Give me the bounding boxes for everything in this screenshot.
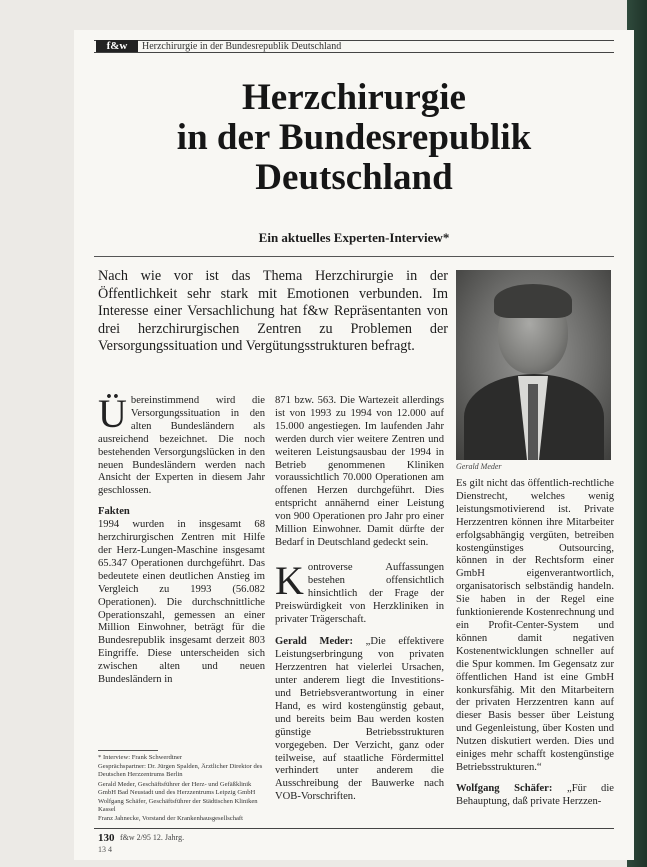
title-line: in der Bundesrepublik <box>176 117 532 158</box>
paragraph <box>456 783 614 809</box>
footnote: Gerald Meder, Geschäftsführer der Herz- und Gefäßklinik GmbH Bad Neustadt und des Herzzentrums Leipzig GmbH <box>98 780 256 796</box>
section-heading: Fakten <box>98 506 130 518</box>
footer-mark: 13 4 <box>98 845 112 854</box>
portrait-photo <box>456 270 611 460</box>
footnote: Wolfgang Schäfer, Geschäftsführer der Städtischen Kliniken Kassel <box>98 798 258 814</box>
photo-tie <box>528 384 538 460</box>
paragraph: 871 bzw. 563. Die Wartezeit allerdings ist von 1993 zu 1994 von 12.000 auf 15.000 angestiegen. Im laufenden Jahr werden durch vier weitere Zentren und weiteren Leistungsausbau der 1994 in Betrieb genommenen Kliniken voraussichtlich 70.000 Operationen am offenen Herzen durchgeführt. Dies entspricht annähernd einer Leistung von 900 Operationen pro Jahr pro einer Million Einwohner. Damit dürfte der Bedarf in Deutschland gedeckt sein. <box>275 395 444 548</box>
paragraph <box>275 557 444 627</box>
paragraph: 1994 wurden in insgesamt 68 herzchirurgischen Zentren mit Hilfe der Herz-Lungen-Maschine insgesamt 65.347 Operationen durchgeführt. Das bedeutete einen deutlichen Anstieg im Vergleich zu 1993 (56.082 Operationen). Die durchschnittliche Operationszahl, gemessen an einer Million Einwohner, beträgt für die Bundesrepublik insgesamt derzeit 803 Eingriffe. Diese unterscheiden sich zwischen alten und neuen Bundesländern in <box>98 519 265 686</box>
footnote: * Interview: Frank Schwerdtner <box>98 754 183 761</box>
header-rule-bottom <box>94 52 614 53</box>
text-column-3 <box>456 478 614 809</box>
magazine-issue: f&w 2/95 12. Jahrg. <box>120 833 185 842</box>
page-number: 130 <box>98 832 115 844</box>
paragraph <box>98 391 265 498</box>
running-head: Herzchirurgie in der Bundesrepublik Deutschland <box>142 41 342 52</box>
speaker-name: Wolfgang Schäfer: <box>456 782 553 794</box>
paragraph <box>275 636 444 804</box>
text-column-2 <box>275 395 444 804</box>
paragraph-text: „Die effektivere Leistungserbringung von privaten Herzzentren hat vielerlei Ursachen, unter anderem liegt die Investitions- und Betriebsverantwortung in einer Hand, es wird kostengünstig gebaut, und bereits beim Bau werden kosten günstige Betriebsstrukturen vorgegeben. Der Verzicht, ganz oder teilweise, auf staatliche Fördermittel verhindert unter anderem die Ausschreibung der Bauwerke nach VOB-Vorschriften. <box>275 636 445 803</box>
article-title <box>94 78 614 198</box>
speaker-name: Gerald Meder: <box>275 636 353 648</box>
photo-caption: Gerald Meder <box>456 462 502 471</box>
subtitle-rule <box>94 256 614 257</box>
footnote: Gesprächspartner: Dr. Jürgen Spalden, Ärztlicher Direktor des Deutschen Herzzentrums Berlin <box>98 763 263 779</box>
footnote: Franz Jahnecke, Vorstand der Krankenhausgesellschaft <box>98 815 243 823</box>
footnotes <box>98 750 265 825</box>
drop-cap: K <box>275 557 304 603</box>
title-line: Deutschland <box>255 157 453 198</box>
journal-logo: f&w <box>96 40 138 53</box>
text-column-1 <box>98 391 265 687</box>
article-subtitle: Ein aktuelles Experten-Interview* <box>258 230 450 245</box>
photo-hair <box>494 284 572 318</box>
paragraph-text: „Für die Behauptung, daß private Herzzen- <box>456 782 614 807</box>
title-line: Herzchirurgie <box>242 77 466 118</box>
paragraph: Es gilt nicht das öffentlich-rechtliche Dienstrecht, welches wenig leistungsmotivierend ist. Private Herzzentren können ihre Mitarbeiter erfolgsabhängig vergüten, betreiben kostengünstiges Outsourcing, können in der Rechtsform einer GmbH eigenverantwortlich, organisatorisch selbständig handeln. Sie haben in der Regel eine funktionierende Kostenrechnung und ein Profit-Center-System und können damit negativen Kostenentwicklungen schneller auf die Spur kommen. Im Gegensatz zur öffentlichen Hand ist eine GmbH konkursfähig. Mit den Mitarbeitern der privaten Herzzentren kann auf dieser Basis besser über Leistung und Gegenleistung, über Kosten und Nutzen diskutiert werden. Dies und einiges mehr schafft kostengünstige Betriebsstrukturen.“ <box>456 478 614 773</box>
footer-rule <box>94 828 614 829</box>
footnote-rule <box>98 750 158 751</box>
magazine-page <box>74 30 634 860</box>
paragraph-text: ontroverse Auffassungen bestehen offensichtlich hinsichtlich der Frage der Preiswürdigkeit von Herzkliniken in privater Trägerschaft. <box>275 561 444 625</box>
lead-paragraph: Nach wie vor ist das Thema Herzchirurgie in der Öffentlichkeit sehr stark mit Emotionen verbunden. Im Interesse einer Versachlichung hat f&w Repräsentanten von drei herzchirurgischen Zentren zu Problemen der Versorgungssituation und Vergütungsstrukturen befragt. <box>98 268 448 355</box>
paragraph-text: bereinstimmend wird die Versorgungssituation in den alten Bundesländern als ausreichend bezeichnet. Die noch bestehenden Versorgungslücken in den neuen Bundesländern werden nach Ansicht der Experten in diesem Jahr geschlossen. <box>98 395 265 497</box>
drop-cap: Ü <box>98 391 127 436</box>
